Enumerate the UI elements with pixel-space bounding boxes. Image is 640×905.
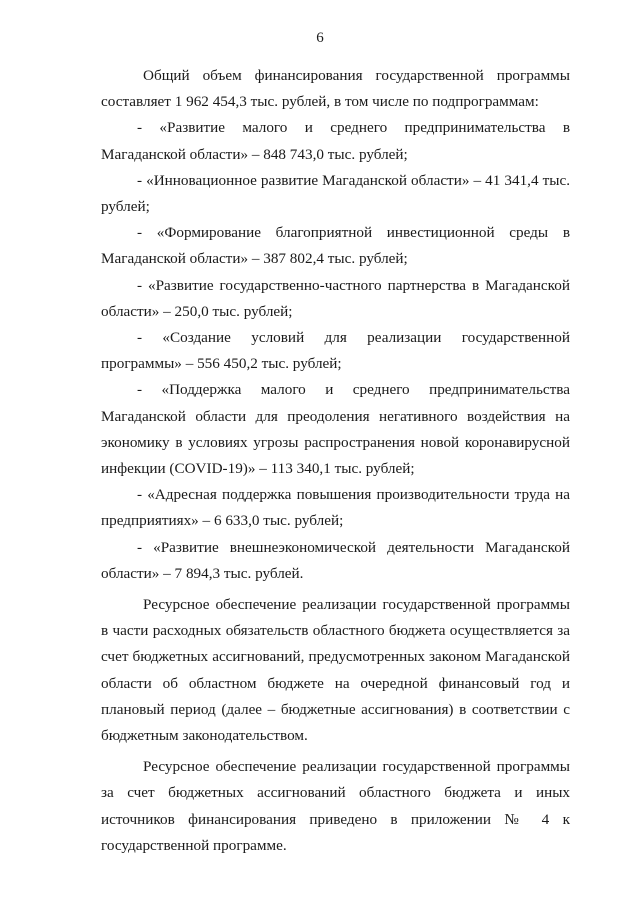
resource-appendix-paragraph: Ресурсное обеспечение реализации государственной программы за счет бюджетных ассигнований областного бюджета и иных источников финансирования приведено в приложении № 4 к государственной программе. [101, 758, 570, 854]
subprogram-item: - «Создание условий для реализации государственной программы» – 556 450,2 тыс. рублей; [101, 329, 570, 373]
document-body [101, 63, 570, 859]
subprogram-item: - «Формирование благоприятной инвестиционной среды в Магаданской области» – 387 802,4 тыс. рублей; [101, 224, 570, 268]
page-number: 6 [316, 30, 324, 46]
subprogram-item: - «Инновационное развитие Магаданской области» – 41 341,4 тыс. рублей; [101, 171, 570, 216]
subprogram-item: - «Развитие малого и среднего предпринимательства в Магаданской области» – 848 743,0 тыс. рублей; [101, 119, 570, 163]
resource-paragraph: Ресурсное обеспечение реализации государственной программы в части расходных обязательств областного бюджета осуществляется за счет бюджетных ассигнований, предусмотренных законом Магаданской области об областном бюджете на очередной финансовый год и плановый период (далее – бюджетные ассигнования) в соответствии с бюджетным законодательством. [101, 596, 570, 745]
subprogram-item: - «Адресная поддержка повышения производительности труда на предприятиях» – 6 633,0 тыс. рублей; [101, 486, 570, 530]
subprogram-item: - «Развитие внешнеэкономической деятельности Магаданской области» – 7 894,3 тыс. рублей. [101, 538, 570, 582]
subprogram-item: - «Развитие государственно-частного партнерства в Магаданской области» – 250,0 тыс. рублей; [101, 276, 570, 320]
intro-paragraph: Общий объем финансирования государственной программы составляет 1 962 454,3 тыс. рублей, в том числе по подпрограммам: [101, 67, 570, 111]
subprogram-list [101, 115, 570, 587]
subprogram-item: - «Поддержка малого и среднего предпринимательства Магаданской области для преодоления негативного воздействия на экономику в условиях угрозы распространения новой коронавирусной инфекции (COVID-19)» – 113 340,1 тыс. рублей; [101, 381, 570, 478]
